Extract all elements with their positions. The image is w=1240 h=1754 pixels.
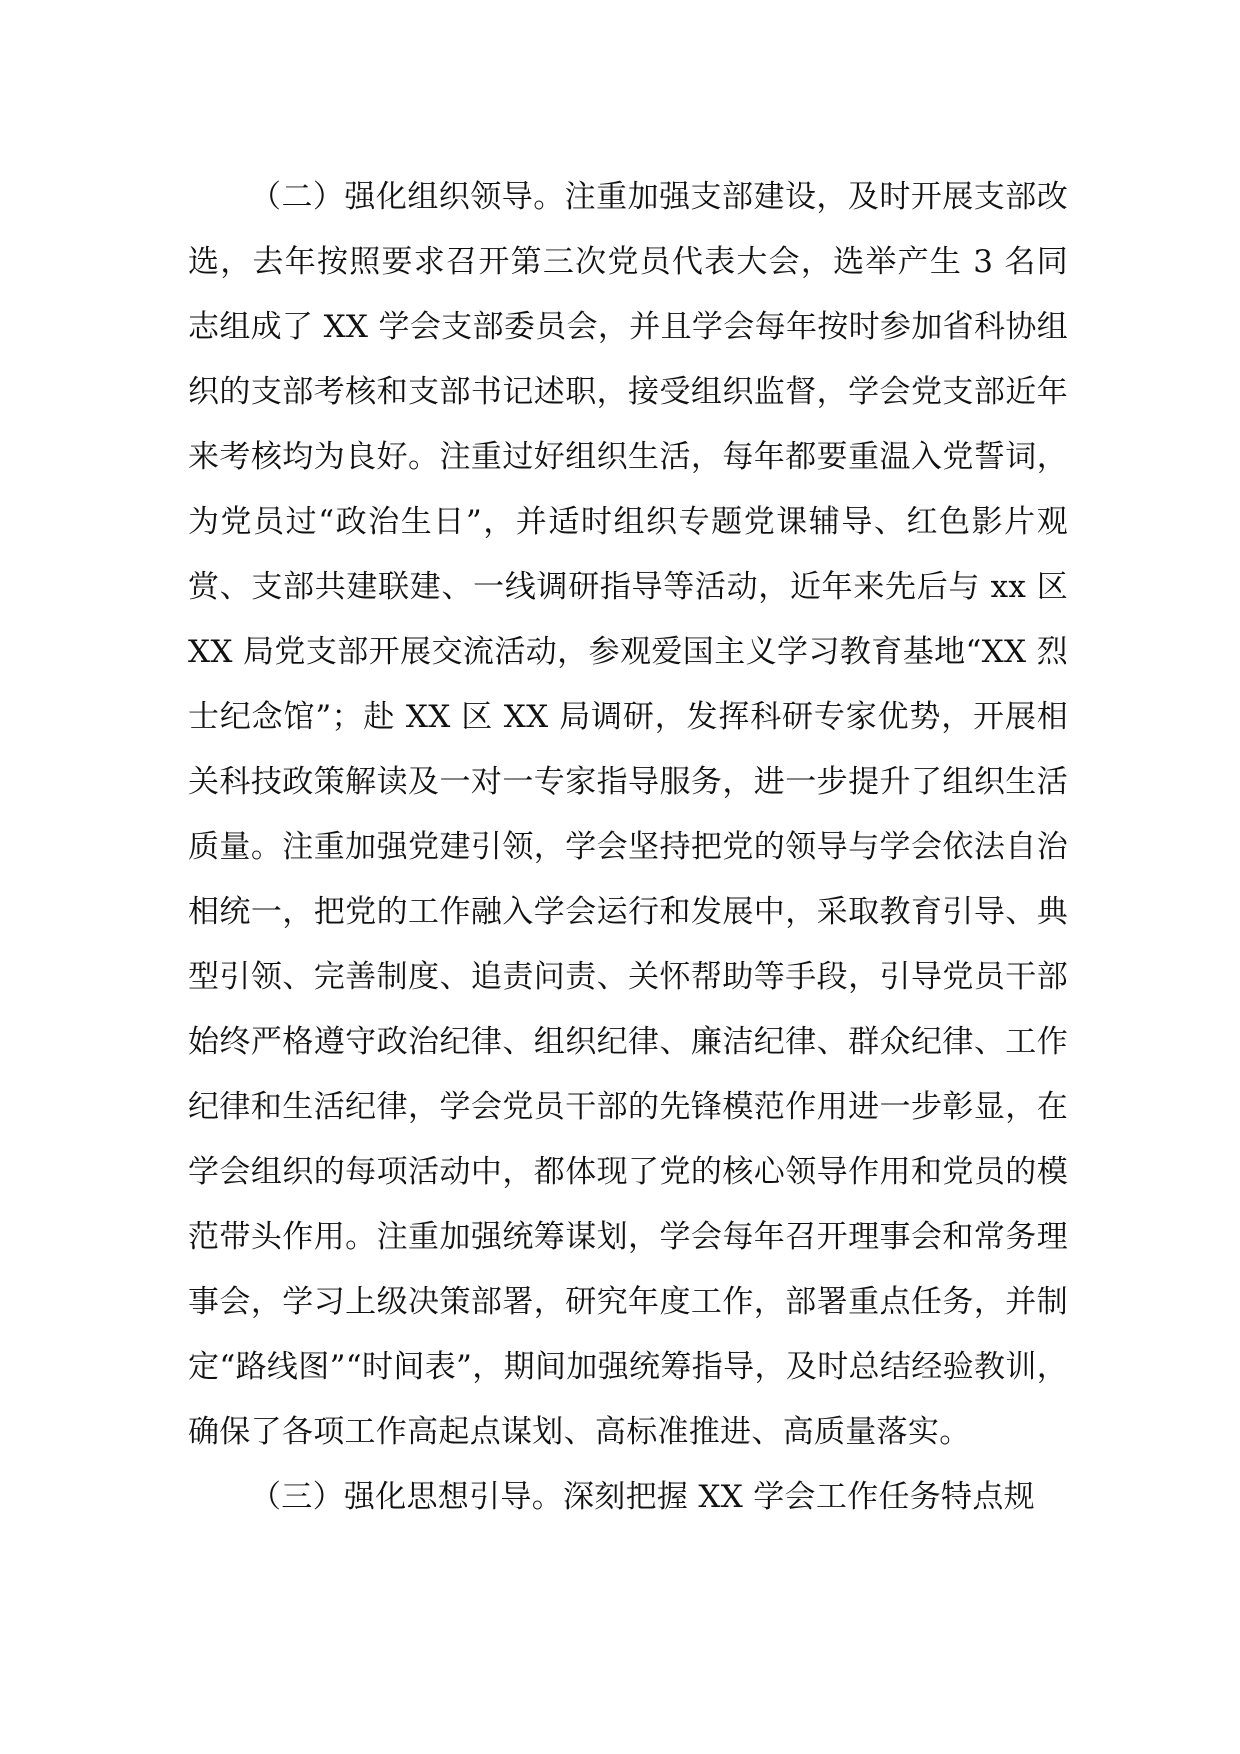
- paragraph-ideological-guidance: （三）强化思想引导。深刻把握 XX 学会工作任务特点规: [250, 1479, 1035, 1515]
- document-body: [188, 165, 1068, 1530]
- paragraph-organization-leadership: （二）强化组织领导。注重加强支部建设，及时开展支部改选，去年按照要求召开第三次党员代表大会，选举产生 3 名同志组成了 XX 学会支部委员会，并且学会每年按时参加省科协组织的支部考核和支部书记述职，接受组织监督，学会党支部近年来考核均为良好。注重过好组织生活，每年都要重温入党誓词，为党员过“政治生日”，并适时组织专题党课辅导、红色影片观赏、支部共建联建、一线调研指导等活动，近年来先后与 xx 区 XX 局党支部开展交流活动，参观爱国主义学习教育基地“XX 烈士纪念馆”；赴 XX 区 XX 局调研，发挥科研专家优势，开展相关科技政策解读及一对一专家指导服务，进一步提升了组织生活质量。注重加强党建引领，学会坚持把党的领导与学会依法自治相统一，把党的工作融入学会运行和发展中，采取教育引导、典型引领、完善制度、追责问责、关怀帮助等手段，引导党员干部始终严格遵守政治纪律、组织纪律、廉洁纪律、群众纪律、工作纪律和生活纪律，学会党员干部的先锋模范作用进一步彰显，在学会组织的每项活动中，都体现了党的核心领导作用和党员的模范带头作用。注重加强统筹谋划，学会每年召开理事会和常务理事会，学习上级决策部署，研究年度工作，部署重点任务，并制定“路线图”“时间表”，期间加强统筹指导，及时总结经验教训，确保了各项工作高起点谋划、高标准推进、高质量落实。: [188, 179, 1068, 1450]
